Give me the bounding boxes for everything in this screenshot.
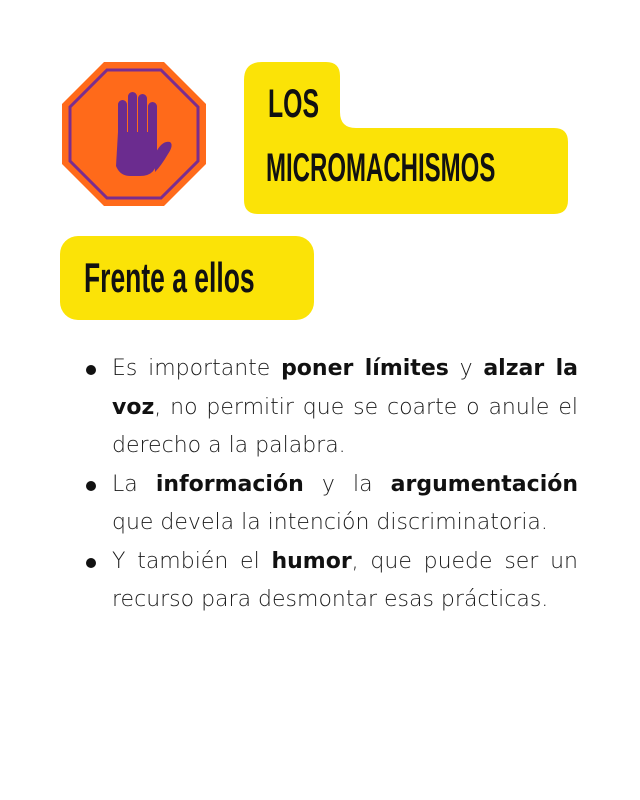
list-item: Y también el humor, que puede ser un recurso para desmontar esas prácticas. [86, 543, 578, 620]
title-line-1: LOS [268, 82, 319, 126]
title-line-2: MICROMACHISMOS [266, 146, 496, 190]
list-item: La información y la argumentación que devela la intención discriminatoria. [86, 466, 578, 543]
bullet-list [86, 350, 578, 620]
list-item: Es importante poner límites y alzar la voz, no permitir que se coarte o anule el derecho a la palabra. [86, 350, 578, 466]
subtitle: Frente a ellos [84, 254, 255, 301]
